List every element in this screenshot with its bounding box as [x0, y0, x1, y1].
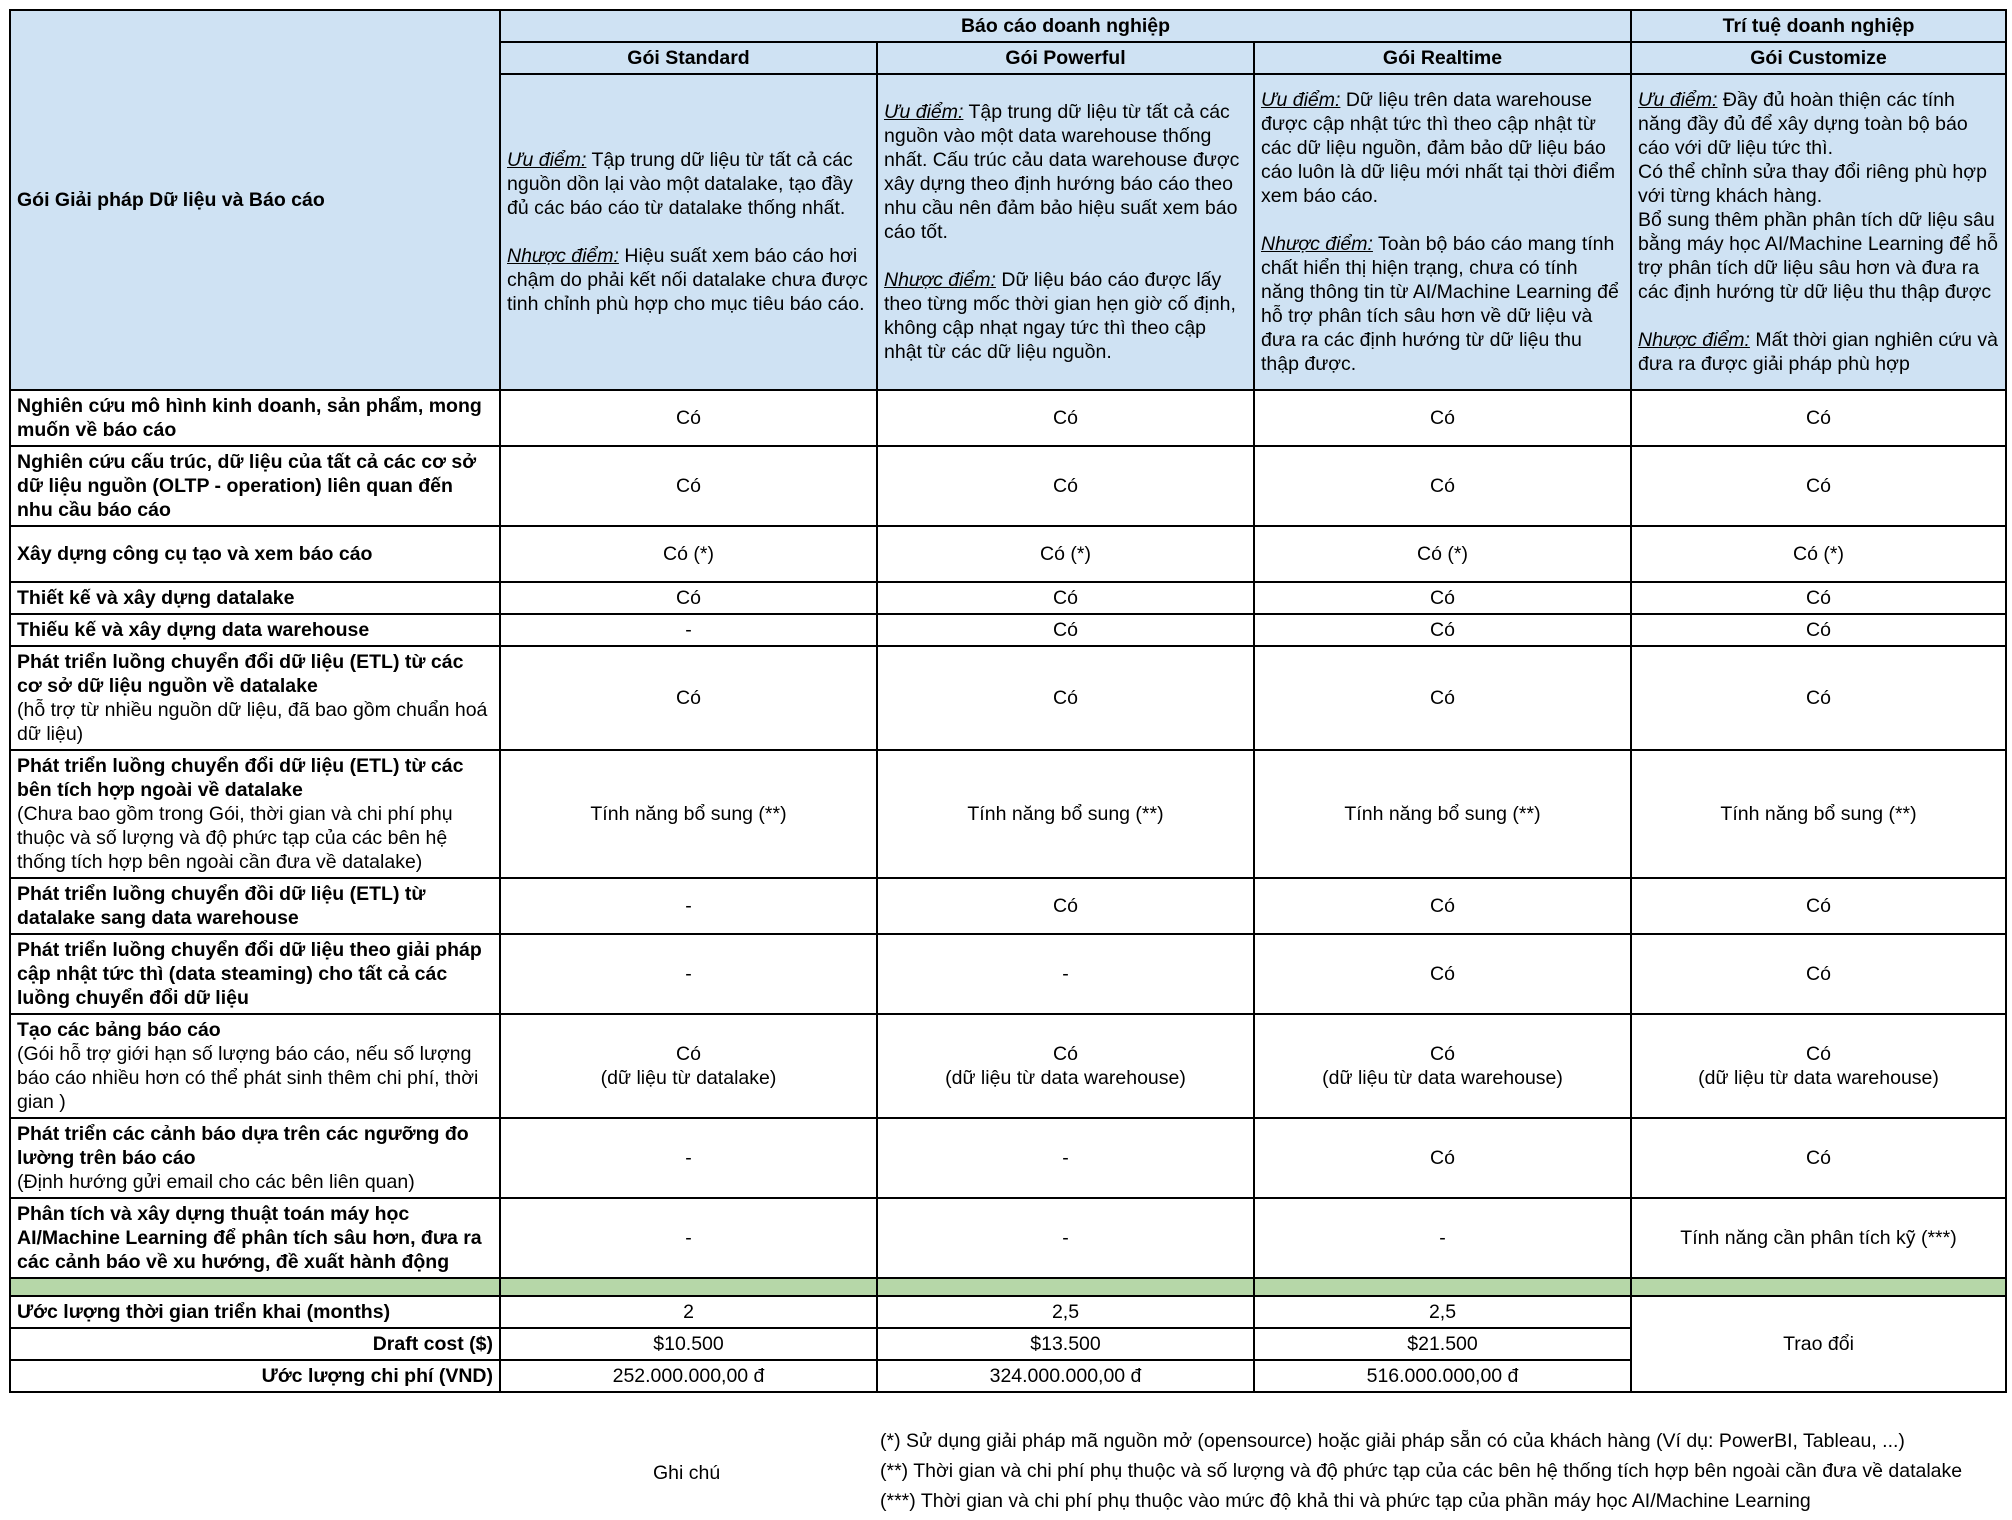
feature-row: [10, 934, 2006, 1014]
feature-value-customize: Có: [1631, 1118, 2006, 1198]
cons-label: Nhược điểm:: [884, 269, 996, 291]
feature-value-customize: Có: [1631, 582, 2006, 614]
extra-text-2: Bổ sung thêm phần phân tích dữ liệu sâu bằng máy học AI/Machine Learning để hỗ trợ phân tích dữ liệu sâu hơn và đưa ra các định hướng từ dữ liệu thu thập được: [1638, 209, 1998, 303]
value-line: Có: [676, 1043, 701, 1065]
pros-text: Đầy đủ hoàn thiện các tính năng đầy đủ để xây dựng toàn bộ báo cáo với dữ liệu tức thì.: [1638, 89, 1968, 159]
feature-value-customize: Có: [1631, 446, 2006, 526]
feature-value-realtime: Có: [1254, 646, 1631, 750]
feature-value-powerful: Có: [877, 582, 1254, 614]
estimate-time-label: Ước lượng thời gian triển khai (months): [10, 1296, 500, 1328]
feature-value-realtime: -: [1254, 1198, 1631, 1278]
feature-value-customize: Có: [1631, 934, 2006, 1014]
value-line: Có: [1430, 1043, 1455, 1065]
pros-label: Ưu điểm:: [1638, 89, 1718, 111]
feature-value-realtime: Có: [1254, 390, 1631, 446]
value-line: Có: [1053, 1043, 1078, 1065]
feature-value-powerful: Có: [877, 646, 1254, 750]
cons-label: Nhược điểm:: [507, 245, 619, 267]
feature-title: Phát triển luồng chuyển đổi dữ liệu (ETL) từ các cơ sở dữ liệu nguồn về datalake: [17, 651, 464, 697]
draft-cost-standard: $10.500: [500, 1328, 877, 1360]
feature-value-powerful: -: [877, 1118, 1254, 1198]
feature-row: [10, 750, 2006, 878]
feature-title: Tạo các bảng báo cáo: [17, 1019, 221, 1041]
notes-section: [0, 1426, 2012, 1520]
feature-value-customize: Có: [1631, 614, 2006, 646]
feature-value-customize: Có: [1631, 390, 2006, 446]
pros-text: Tập trung dữ liệu từ tất cả các nguồn vào một data warehouse thống nhất. Cấu trúc cảu data warehouse được xây dựng theo định hướng báo cáo theo nhu cầu nên đảm bảo hiệu suất xem báo cáo tốt.: [884, 101, 1240, 243]
feature-subtitle: (Chưa bao gồm trong Gói, thời gian và chi phí phụ thuộc và số lượng và độ phức tạp của các bên hệ thống tích hợp bên ngoài cần đưa về datalake): [17, 803, 453, 873]
value-line: (dữ liệu từ data warehouse): [945, 1067, 1186, 1089]
feature-value-customize: Tính năng cần phân tích kỹ (***): [1631, 1198, 2006, 1278]
feature-label: [10, 614, 500, 646]
feature-label: [10, 646, 500, 750]
estimate-time-realtime: 2,5: [1254, 1296, 1631, 1328]
package-realtime: Gói Realtime: [1254, 42, 1631, 74]
feature-value-customize: Có: [1631, 646, 2006, 750]
cons-label: Nhược điểm:: [1638, 329, 1750, 351]
feature-row: [10, 646, 2006, 750]
feature-row: [10, 1014, 2006, 1118]
feature-value-standard: Có (*): [500, 526, 877, 582]
notes-title: Ghi chú: [653, 1462, 721, 1484]
description-realtime: [1254, 74, 1631, 390]
note-line-3: (***) Thời gian và chi phí phụ thuộc vào mức độ khả thi và phức tạp của phần máy học AI/Machine Learning: [880, 1490, 1811, 1512]
feature-row: [10, 614, 2006, 646]
pros-label: Ưu điểm:: [1261, 89, 1341, 111]
feature-title: Nghiên cứu cấu trúc, dữ liệu của tất cả các cơ sở dữ liệu nguồn (OLTP - operation) liên quan đến nhu cầu báo cáo: [17, 451, 477, 521]
separator-cell: [10, 1278, 500, 1296]
feature-value-powerful: Tính năng bổ sung (**): [877, 750, 1254, 878]
feature-subtitle: (Gói hỗ trợ giới hạn số lượng báo cáo, nếu số lượng báo cáo nhiều hơn có thể phát sinh thêm chi phí, thời gian ): [17, 1043, 479, 1113]
feature-value-realtime: Có: [1254, 934, 1631, 1014]
pros-label: Ưu điểm:: [884, 101, 964, 123]
draft-cost-label: Draft cost ($): [10, 1328, 500, 1360]
feature-row: [10, 446, 2006, 526]
estimate-time-powerful: 2,5: [877, 1296, 1254, 1328]
vnd-cost-realtime: 516.000.000,00 đ: [1254, 1360, 1631, 1392]
feature-label: [10, 1118, 500, 1198]
description-powerful: [877, 74, 1254, 390]
feature-title: Phát triển luồng chuyển đồi dữ liệu (ETL) từ datalake sang data warehouse: [17, 883, 426, 929]
notes-lines: [880, 1426, 1962, 1516]
draft-cost-powerful: $13.500: [877, 1328, 1254, 1360]
feature-value-powerful: -: [877, 1198, 1254, 1278]
feature-value-realtime: [1254, 1014, 1631, 1118]
feature-row: [10, 878, 2006, 934]
pros-label: Ưu điểm:: [507, 149, 587, 171]
estimate-time-standard: 2: [500, 1296, 877, 1328]
cons-text: Hiệu suất xem báo cáo hơi chậm do phải kết nối datalake chưa được tinh chỉnh phù hợp cho mục tiêu báo cáo.: [507, 245, 868, 315]
feature-title: Thiết kế và xây dựng datalake: [17, 587, 295, 609]
value-line: (dữ liệu từ datalake): [600, 1067, 777, 1089]
extra-text: Có thể chỉnh sửa thay đổi riêng phù hợp với từng khách hàng.: [1638, 161, 1987, 207]
package-powerful: Gói Powerful: [877, 42, 1254, 74]
feature-label: [10, 934, 500, 1014]
feature-title: Phát triển luồng chuyển đổi dữ liệu (ETL) từ các bên tích hợp ngoài về datalake: [17, 755, 464, 801]
estimate-customize: Trao đổi: [1631, 1296, 2006, 1392]
note-line-1: (*) Sử dụng giải pháp mã nguồn mở (opensource) hoặc giải pháp sẵn có của khách hàng (Ví dụ: PowerBI, Tableau, ...): [880, 1430, 1905, 1452]
feature-label: [10, 1014, 500, 1118]
feature-row: [10, 582, 2006, 614]
vnd-cost-powerful: 324.000.000,00 đ: [877, 1360, 1254, 1392]
pros-text: Dữ liệu trên data warehouse được cập nhật tức thì theo cập nhật từ các dữ liệu nguồn, đảm bảo dữ liệu báo cáo luôn là dữ liệu mới nhất tại thời điểm xem báo cáo.: [1261, 89, 1616, 207]
feature-value-powerful: -: [877, 934, 1254, 1014]
value-line: Có: [1806, 1043, 1831, 1065]
feature-label: [10, 582, 500, 614]
feature-label: [10, 750, 500, 878]
feature-row: [10, 526, 2006, 582]
feature-label: [10, 390, 500, 446]
feature-title: Phân tích và xây dựng thuật toán máy học AI/Machine Learning để phân tích sâu hơn, đưa ra các cảnh báo về xu hướng, đề xuất hành động: [17, 1203, 482, 1273]
header-group-row: [10, 10, 2006, 42]
separator-cell: [500, 1278, 877, 1296]
feature-value-standard: [500, 1014, 877, 1118]
group-business-intelligence: Trí tuệ doanh nghiệp: [1631, 10, 2006, 42]
feature-subtitle: (hỗ trợ từ nhiều nguồn dữ liệu, đã bao gồm chuẩn hoá dữ liệu): [17, 699, 488, 745]
feature-value-standard: Có: [500, 446, 877, 526]
separator-row: [10, 1278, 2006, 1296]
vnd-cost-standard: 252.000.000,00 đ: [500, 1360, 877, 1392]
feature-value-powerful: [877, 1014, 1254, 1118]
feature-label: [10, 526, 500, 582]
separator-cell: [1631, 1278, 2006, 1296]
estimate-time-row: [10, 1296, 2006, 1328]
feature-value-powerful: Có: [877, 390, 1254, 446]
feature-value-realtime: Có: [1254, 1118, 1631, 1198]
note-line-2: (**) Thời gian và chi phí phụ thuộc và số lượng và độ phức tạp của các bên hệ thống tích hợp bên ngoài cần đưa về datalake: [880, 1460, 1963, 1482]
feature-value-standard: Có: [500, 582, 877, 614]
feature-title: Thiếu kế và xây dựng data warehouse: [17, 619, 370, 641]
feature-value-realtime: Có: [1254, 878, 1631, 934]
feature-value-standard: -: [500, 1198, 877, 1278]
feature-value-realtime: Có: [1254, 582, 1631, 614]
feature-value-powerful: Có: [877, 878, 1254, 934]
feature-value-standard: -: [500, 878, 877, 934]
feature-title: Phát triển các cảnh báo dựa trên các ngưỡng đo lường trên báo cáo: [17, 1123, 469, 1169]
feature-label: [10, 1198, 500, 1278]
feature-value-customize: [1631, 1014, 2006, 1118]
value-line: (dữ liệu từ data warehouse): [1698, 1067, 1939, 1089]
feature-value-standard: -: [500, 614, 877, 646]
separator-cell: [877, 1278, 1254, 1296]
feature-title: Nghiên cứu mô hình kinh doanh, sản phẩm, mong muốn về báo cáo: [17, 395, 482, 441]
feature-value-realtime: Tính năng bổ sung (**): [1254, 750, 1631, 878]
package-customize: Gói Customize: [1631, 42, 2006, 74]
feature-title: Xây dựng công cụ tạo và xem báo cáo: [17, 543, 373, 565]
feature-value-standard: -: [500, 934, 877, 1014]
feature-label: [10, 878, 500, 934]
feature-row: [10, 1118, 2006, 1198]
feature-value-powerful: Có (*): [877, 526, 1254, 582]
cons-text: Toàn bộ báo cáo mang tính chất hiển thị hiện trạng, chưa có tính năng thông tin từ AI/Machine Learning để hỗ trợ phân tích sâu hơn về dữ liệu và đưa ra các định hướng từ dữ liệu thu thập được.: [1261, 233, 1619, 375]
draft-cost-realtime: $21.500: [1254, 1328, 1631, 1360]
description-standard: [500, 74, 877, 390]
feature-value-realtime: Có: [1254, 446, 1631, 526]
feature-value-standard: Tính năng bổ sung (**): [500, 750, 877, 878]
feature-label: [10, 446, 500, 526]
feature-value-customize: Có (*): [1631, 526, 2006, 582]
feature-title: Phát triển luồng chuyển đổi dữ liệu theo giải pháp cập nhật tức thì (data steaming) cho tất cả các luồng chuyển đổi dữ liệu: [17, 939, 482, 1009]
feature-value-standard: Có: [500, 390, 877, 446]
feature-value-realtime: Có: [1254, 614, 1631, 646]
feature-value-realtime: Có (*): [1254, 526, 1631, 582]
feature-value-powerful: Có: [877, 446, 1254, 526]
row-label-header: Gói Giải pháp Dữ liệu và Báo cáo: [10, 10, 500, 390]
vnd-cost-label: Ước lượng chi phí (VND): [10, 1360, 500, 1392]
pricing-comparison-table: [9, 9, 2007, 1393]
group-business-report: Báo cáo doanh nghiệp: [500, 10, 1631, 42]
feature-value-powerful: Có: [877, 614, 1254, 646]
cons-text: Mất thời gian nghiên cứu và đưa ra được giải pháp phù hợp: [1638, 329, 1999, 375]
feature-row: [10, 390, 2006, 446]
feature-value-customize: Có: [1631, 878, 2006, 934]
pros-text: Tập trung dữ liệu từ tất cả các nguồn dồn lại vào một datalake, tạo đầy đủ các báo cáo từ datalake thống nhất.: [507, 149, 853, 219]
cons-label: Nhược điểm:: [1261, 233, 1373, 255]
feature-row: [10, 1198, 2006, 1278]
separator-cell: [1254, 1278, 1631, 1296]
cons-text: Dữ liệu báo cáo được lấy theo từng mốc thời gian hẹn giờ cố định, không cập nhạt ngay tức thì theo cập nhật từ các dữ liệu nguồn.: [884, 269, 1236, 363]
package-standard: Gói Standard: [500, 42, 877, 74]
value-line: (dữ liệu từ data warehouse): [1322, 1067, 1563, 1089]
feature-subtitle: (Định hướng gửi email cho các bên liên quan): [17, 1171, 415, 1193]
feature-value-standard: -: [500, 1118, 877, 1198]
description-customize: [1631, 74, 2006, 390]
feature-value-standard: Có: [500, 646, 877, 750]
feature-value-customize: Tính năng bổ sung (**): [1631, 750, 2006, 878]
